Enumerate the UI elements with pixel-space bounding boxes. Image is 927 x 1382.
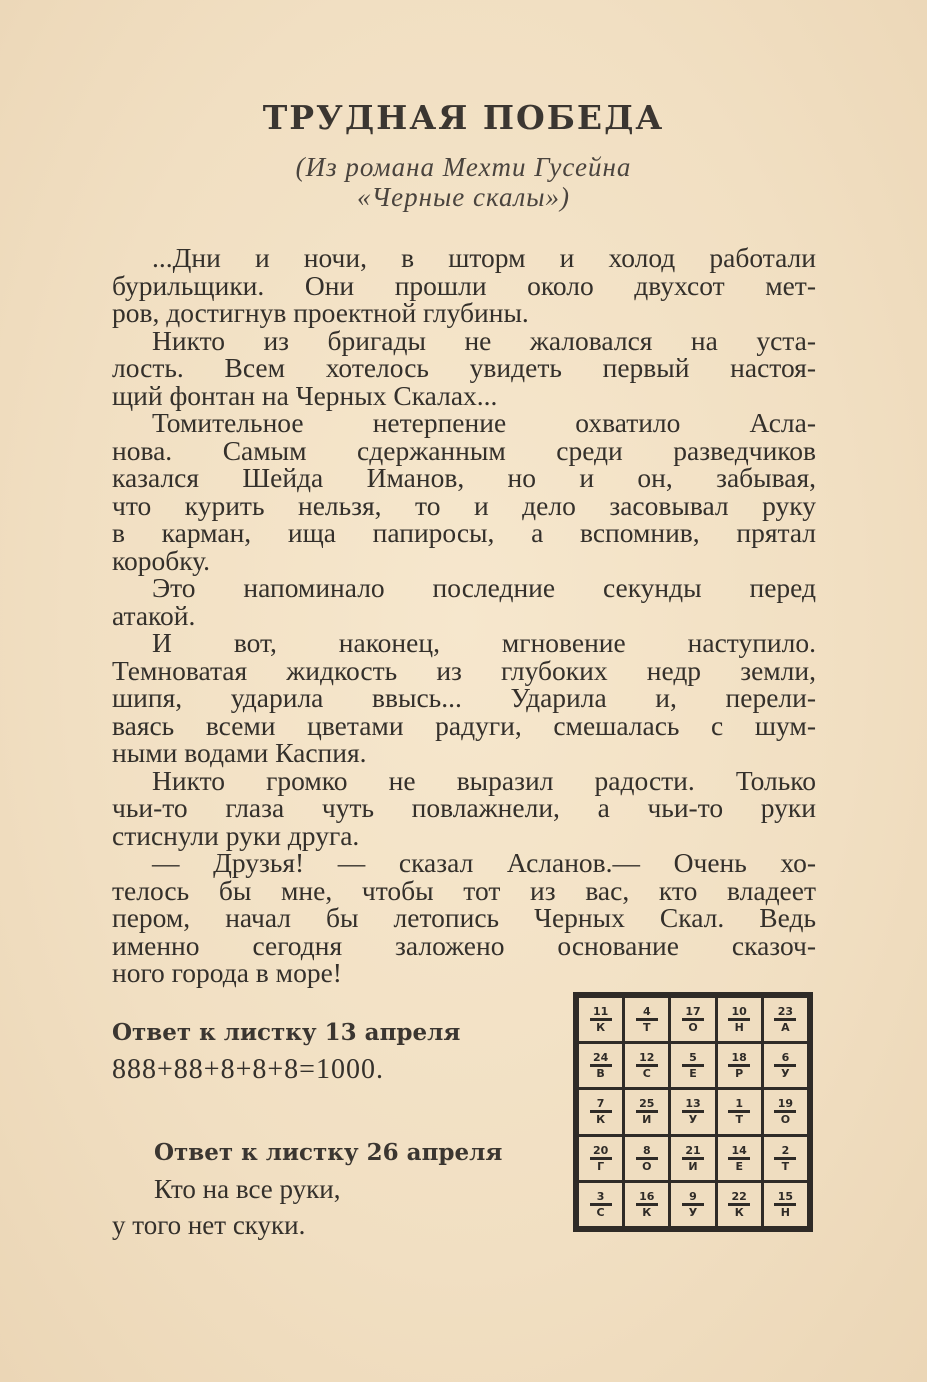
- subtitle-line-1: (Из романа Мехти Гусейна: [295, 152, 632, 182]
- puzzle-cell-number: 10: [731, 1005, 747, 1019]
- puzzle-cell: [579, 1183, 622, 1226]
- puzzle-cell-number: 22: [731, 1189, 747, 1203]
- puzzle-cell: [718, 1090, 761, 1133]
- puzzle-cell-number: 23: [777, 1005, 794, 1019]
- puzzle-cell: [764, 1183, 807, 1226]
- puzzle-cell-number: 5: [689, 1051, 697, 1065]
- puzzle-cell: [625, 1044, 668, 1087]
- story-line: шипя, ударила ввысь... Ударила и, перели-: [112, 682, 816, 713]
- puzzle-cell-number: 7: [596, 1097, 605, 1111]
- puzzle-cell-letter: У: [688, 1113, 698, 1127]
- story-line: щий фонтан на Черных Скалах...: [112, 379, 498, 411]
- puzzle-cell-letter: О: [688, 1021, 698, 1035]
- puzzle-cell: [764, 1044, 807, 1087]
- puzzle-cell: [671, 998, 714, 1041]
- answer-april-26-heading: Ответ к листку 26 апреля: [154, 1139, 503, 1166]
- story-line: именно сегодня заложено основание сказоч-: [112, 929, 816, 961]
- puzzle-cell-letter: Е: [735, 1159, 743, 1173]
- puzzle-cell: [764, 1137, 807, 1180]
- story-line: — Друзья! — сказал Асланов.— Очень хо-: [152, 847, 816, 878]
- story-line: что курить нельзя, то и дело засовывал руку: [112, 489, 816, 521]
- puzzle-cell-letter: Н: [734, 1021, 744, 1035]
- puzzle-cell-letter: К: [642, 1205, 652, 1219]
- puzzle-cell-letter: Г: [597, 1159, 605, 1173]
- subtitle-line-2: «Черные скалы»): [357, 182, 570, 212]
- puzzle-cell-number: 8: [642, 1143, 651, 1157]
- puzzle-cell-number: 3: [596, 1189, 605, 1203]
- puzzle-cell-number: 16: [639, 1189, 655, 1203]
- story-line: Никто из бригады не жаловался на уста-: [152, 324, 816, 356]
- puzzle-cell-letter: О: [642, 1159, 652, 1173]
- article-title: ТРУДНАЯ ПОБЕДА: [262, 98, 665, 137]
- story-line: стиснули руки друга.: [112, 819, 360, 851]
- puzzle-cell-number: 15: [777, 1189, 794, 1203]
- puzzle-cell-letter: А: [781, 1021, 790, 1035]
- puzzle-cell: [764, 998, 807, 1041]
- answer-april-26: [112, 1135, 502, 1243]
- puzzle-grid: [573, 992, 813, 1232]
- puzzle-cell-letter: Т: [781, 1159, 790, 1173]
- puzzle-cell: [671, 1090, 714, 1133]
- puzzle-cell-letter: Е: [689, 1067, 697, 1081]
- puzzle-cell: [625, 1183, 668, 1226]
- puzzle-cell-number: 21: [685, 1143, 701, 1157]
- puzzle-cell-number: 13: [685, 1097, 701, 1111]
- story-text: [112, 244, 816, 987]
- story-line: пером, начал бы летопись Черных Скал. Ведь: [112, 902, 816, 933]
- puzzle-cell-letter: Т: [735, 1113, 743, 1127]
- puzzle-cell: [579, 1044, 622, 1087]
- puzzle-cell: [625, 1090, 668, 1133]
- puzzle-cell-number: 9: [689, 1189, 697, 1203]
- story-line: телось бы мне, чтобы тот из вас, кто владеет: [112, 874, 816, 906]
- story-line: ными водами Каспия.: [112, 737, 367, 768]
- story-line: Никто громко не выразил радости. Только: [152, 764, 816, 796]
- article-subtitle: [0, 152, 927, 212]
- puzzle-cell: [625, 998, 668, 1041]
- puzzle-cell: [718, 1183, 761, 1226]
- story-line: ров, достигнув проектной глубины.: [112, 297, 529, 328]
- puzzle-cell-number: 2: [781, 1143, 790, 1157]
- story-line: коробку.: [112, 544, 211, 576]
- puzzle-cell: [718, 1137, 761, 1180]
- puzzle-cell-letter: К: [596, 1021, 606, 1035]
- puzzle-cell: [718, 998, 761, 1041]
- answer-april-26-line-1: Кто на все руки,: [154, 1174, 341, 1204]
- puzzle-cell-letter: К: [734, 1205, 744, 1219]
- story-line: Это напоминало последние секунды перед: [152, 572, 816, 603]
- puzzle-cell-letter: Т: [643, 1021, 651, 1035]
- puzzle-cell-number: 14: [731, 1143, 747, 1157]
- story-line: ного города в море!: [112, 957, 342, 988]
- puzzle-cell: [579, 1137, 622, 1180]
- story-line: И вот, наконец, мгновение наступило.: [152, 627, 816, 658]
- puzzle-cell-letter: Н: [780, 1205, 790, 1219]
- puzzle-cell-number: 24: [592, 1051, 609, 1065]
- puzzle-cell: [764, 1090, 807, 1133]
- story-line: чьи-то глаза чуть повлажнели, а чьи-то руки: [112, 792, 816, 823]
- puzzle-cell: [625, 1137, 668, 1180]
- puzzle-cell-number: 19: [777, 1097, 794, 1111]
- story-line: лость. Всем хотелось увидеть первый настоя-: [112, 352, 816, 383]
- story-line: ...Дни и ночи, в шторм и холод работали: [152, 242, 816, 273]
- puzzle-cell-letter: В: [596, 1067, 605, 1081]
- puzzle-cell-letter: У: [781, 1067, 790, 1081]
- puzzle-cell-number: 4: [642, 1005, 651, 1019]
- story-line: Томительное нетерпение охватило Асла-: [152, 407, 816, 438]
- puzzle-cell-letter: С: [642, 1067, 651, 1081]
- story-line: нова. Самым сдержанным среди разведчиков: [112, 434, 816, 466]
- answer-april-13-equation: 888+88+8+8+8=1000.: [112, 1054, 384, 1085]
- puzzle-cell-number: 12: [639, 1051, 655, 1065]
- puzzle-cell: [579, 998, 622, 1041]
- story-line: атакой.: [112, 599, 196, 631]
- story-line: бурильщики. Они прошли около двухсот мет-: [112, 269, 816, 301]
- puzzle-cell: [718, 1044, 761, 1087]
- story-line: казался Шейда Иманов, но и он, забывая,: [112, 462, 816, 493]
- puzzle-cell: [671, 1137, 714, 1180]
- story-line: Темноватая жидкость из глубоких недр земли,: [112, 654, 816, 686]
- puzzle-cell: [579, 1090, 622, 1133]
- puzzle-cell-letter: И: [642, 1113, 652, 1127]
- puzzle-cell-letter: У: [688, 1205, 698, 1219]
- puzzle-cell-number: 1: [735, 1097, 744, 1111]
- puzzle-cell-letter: Р: [735, 1067, 744, 1081]
- answer-april-13: [112, 1015, 460, 1089]
- story-line: в карман, ища папиросы, а вспомнив, прятал: [112, 517, 816, 548]
- story-line: ваясь всеми цветами радуги, смешалась с шум-: [112, 709, 816, 741]
- answer-april-26-line-2: у того нет скуки.: [112, 1210, 306, 1240]
- answer-april-13-heading: Ответ к листку 13 апреля: [112, 1019, 461, 1046]
- puzzle-cell-number: 17: [685, 1005, 701, 1019]
- puzzle-cell-number: 11: [592, 1005, 609, 1019]
- puzzle-cell-number: 6: [781, 1051, 790, 1065]
- puzzle-cell-number: 20: [592, 1143, 609, 1157]
- puzzle-cell-letter: С: [596, 1205, 605, 1219]
- puzzle-cell-number: 18: [731, 1051, 747, 1065]
- puzzle-cell-letter: О: [780, 1113, 791, 1127]
- puzzle-cell-letter: К: [596, 1113, 606, 1127]
- puzzle-cell-number: 25: [639, 1097, 655, 1111]
- puzzle-cell: [671, 1183, 714, 1226]
- puzzle-cell-letter: И: [688, 1159, 698, 1173]
- puzzle-cell: [671, 1044, 714, 1087]
